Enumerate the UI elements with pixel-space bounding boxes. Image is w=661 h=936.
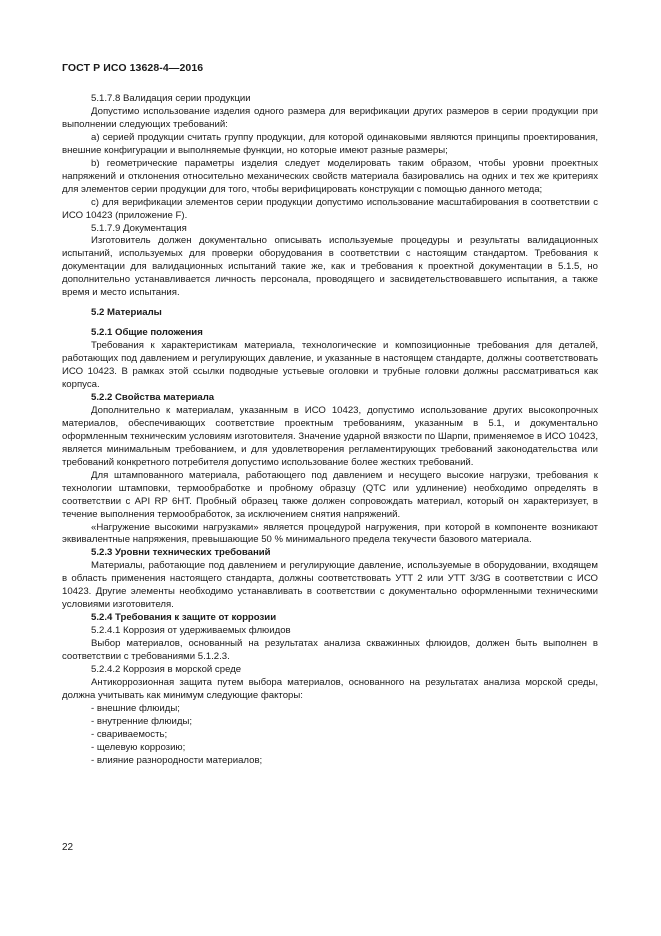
section-heading: 5.2 Материалы — [91, 307, 162, 319]
section-heading: 5.2.3 Уровни технических требований — [91, 547, 271, 559]
document-header: ГОСТ Р ИСО 13628-4—2016 — [62, 62, 204, 74]
section-heading: 5.2.2 Свойства материала — [91, 391, 215, 403]
paragraph: - внешние флюиды; — [91, 702, 180, 714]
paragraph: c) для верификации элементов серии продукции допустимо использование масштабирования в соответствии с ИСО 10423 (приложение F). — [62, 196, 598, 221]
paragraph: Допустимо использование изделия одного размера для верификации других размеров в серии продукции при выполнении следующих требований: — [62, 105, 598, 130]
paragraph: - влияние разнородности материалов; — [91, 754, 263, 766]
paragraph: b) геометрические параметры изделия следует моделировать таким образом, чтобы уровни проектных напряжений и отклонения относительно механических свойств материала базировались на одних и тех же критериях для элементов серии продукции для того, чтобы верифицировать конструкции с помощью данного метода; — [62, 157, 598, 195]
document-body — [62, 93, 598, 768]
section-heading: 5.2.4 Требования к защите от коррозии — [91, 612, 277, 624]
paragraph: Дополнительно к материалам, указанным в ИСО 10423, допустимо использование других высокопрочных материалов, обеспечивающих соответствие проектным требованиям, указанным в 5.1, и документально оформленным техническим условиям изготовителя. Значение ударной вязкости по Шарпи, применяемое в ИСО 10423, является минимальным требованием, и для удовлетворения регламентирующих требований законодательства или требований конкретного потребителя допустимо использование более жестких требований. — [62, 404, 598, 468]
paragraph: 5.2.4.1 Коррозия от удерживаемых флюидов — [91, 625, 291, 637]
page-number: 22 — [62, 842, 74, 853]
paragraph: 5.1.7.8 Валидация серии продукции — [91, 93, 251, 104]
paragraph: Антикоррозионная защита путем выбора материалов, основанного на результатах анализа морской среды, должна учитывать как минимум следующие факторы: — [62, 676, 598, 701]
section-heading: 5.2.1 Общие положения — [91, 327, 203, 339]
paragraph: - внутренние флюиды; — [91, 715, 193, 727]
paragraph: 5.1.7.9 Документация — [91, 222, 187, 234]
paragraph: Изготовитель должен документально описывать используемые процедуры и результаты валидационных испытаний, используемых для проверки оборудования в соответствии с настоящим стандартом. Требования к документации для валидационных испытаний такие же, как и требования к проектной документации в 5.1.5, но дополнительно устанавливается личность персонала, проводящего и засвидетельствовавшего испытания, а также время и место испытания. — [62, 235, 598, 299]
paragraph: - свариваемость; — [91, 728, 168, 740]
paragraph: - щелевую коррозию; — [91, 741, 186, 753]
paragraph: «Нагружение высокими нагрузками» является процедурой нагружения, при которой в компоненте возникают эквивалентные напряжения, превышающие 50 % минимального предела текучести базового материала. — [62, 521, 598, 546]
paragraph: Для штампованного материала, работающего под давлением и несущего высокие нагрузки, требования к технологии штамповки, термообработке и пробному образцу (QTC или удлинение) необходимо определять в соответствии с API RP 6HT. Пробный образец также должен сопровождать материал, который он характеризует, в течение выполнения термообработок, за исключением снятия напряжений. — [62, 469, 598, 520]
paragraph: Выбор материалов, основанный на результатах анализа скважинных флюидов, должен быть выполнен в соответствии с требованиями 5.1.2.3. — [62, 638, 598, 663]
paragraph: Требования к характеристикам материала, технологические и композиционные требования для деталей, работающих под давлением и регулирующих давление, и указанные в настоящем стандарте, должны соответствовать ИСО 10423. В рамках этой ссылки подводные устьевые оголовки и трубные головки должны рассматриваться как корпуса. — [62, 340, 598, 391]
paragraph: 5.2.4.2 Коррозия в морской среде — [91, 663, 242, 675]
paragraph: Материалы, работающие под давлением и регулирующие давление, используемые в оборудовании, входящем в область применения настоящего стандарта, должны соответствовать УТТ 2 или УТТ 3/3G в соответствии с ИСО 10423. Другие элементы необходимо устанавливать в соответствии с документально оформленными техническими условиями изготовителя. — [62, 560, 598, 611]
paragraph: a) серией продукции считать группу продукции, для которой одинаковыми являются принципы проектирования, внешние конфигурации и выполняемые функции, но которые имеют разные размеры; — [62, 131, 598, 156]
